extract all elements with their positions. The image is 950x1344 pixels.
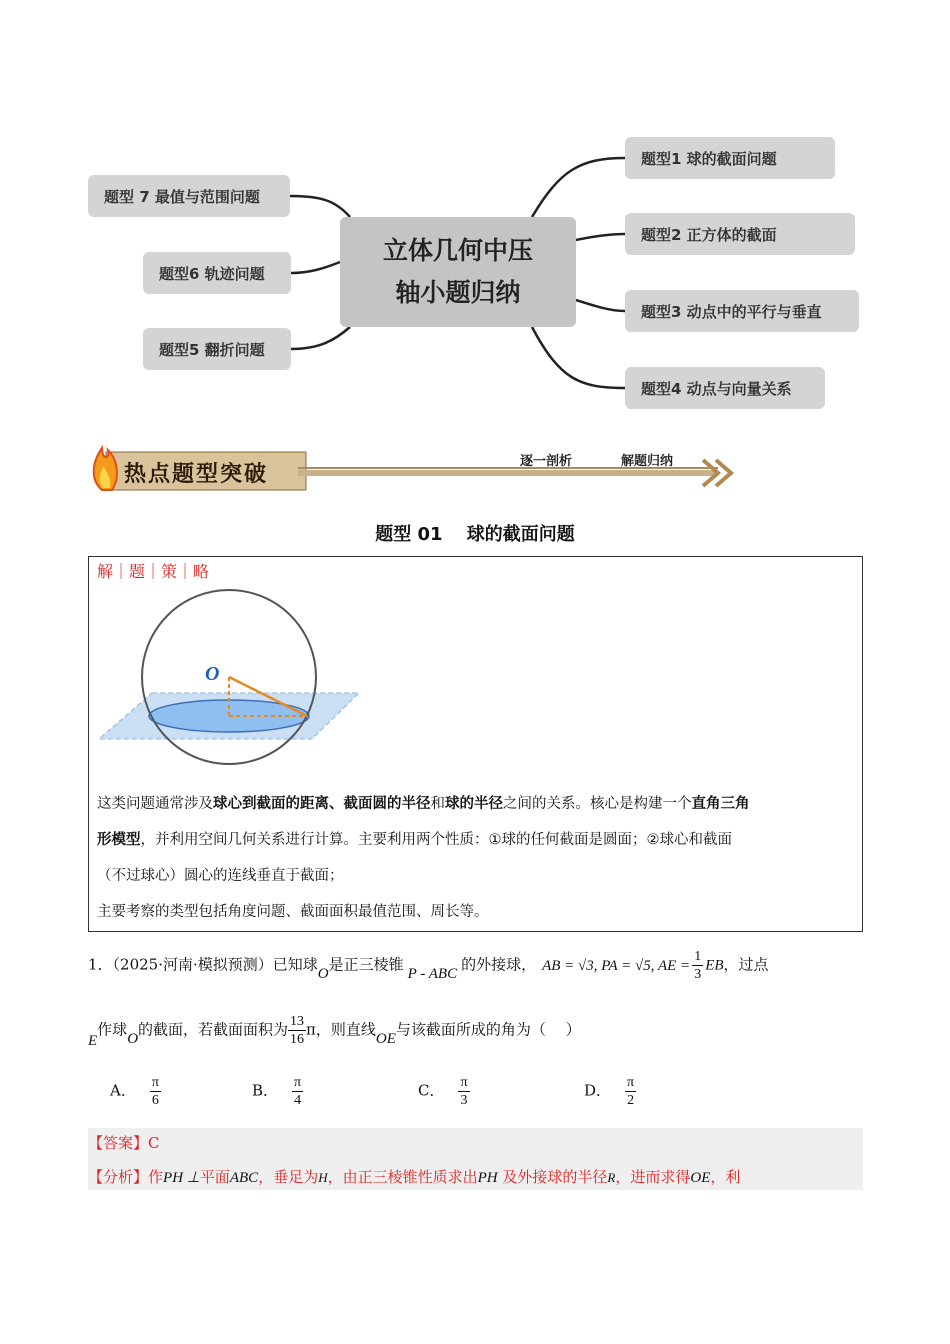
analysis-text-3: ，垂足为 <box>258 1168 319 1186</box>
math-line-oe: OE <box>375 1030 396 1047</box>
p1-bold-f: 直角三角 <box>691 796 750 812</box>
analysis-text-4: ，由正三棱锥性质求出 <box>327 1168 478 1186</box>
question-text-7: 与该截面所成的角为（ ） <box>395 1020 581 1039</box>
p1-text-a: 这类问题通常涉及 <box>97 796 213 812</box>
option-d-value <box>625 1074 636 1109</box>
option-c-value <box>458 1074 469 1109</box>
question-number: 1． <box>88 955 113 974</box>
option-b-den: 4 <box>294 1093 302 1108</box>
strategy-box <box>88 556 863 932</box>
p1-text-c: 和 <box>430 796 445 812</box>
strategy-paragraph-3: （不过球心）圆心的连线垂直于截面； <box>97 868 344 884</box>
frac-den: 3 <box>694 967 702 982</box>
question-text-2: 的外接球， <box>461 955 537 974</box>
option-a[interactable] <box>110 1074 161 1109</box>
option-d-num: π <box>627 1075 635 1090</box>
option-d-label: D． <box>584 1081 612 1100</box>
analysis-math-3: H <box>318 1170 328 1185</box>
mindmap-node-type2 <box>625 213 855 255</box>
mindmap-node-type1 <box>625 137 835 179</box>
area-num: 13 <box>290 1014 305 1029</box>
option-d[interactable] <box>584 1074 636 1109</box>
strategy-paragraph-1 <box>97 786 852 822</box>
math-pyramid: P - ABC <box>407 965 458 982</box>
math-point-e: E <box>88 1032 98 1049</box>
question-1-line-1 <box>88 948 769 983</box>
analysis-text-6: ，进而求得 <box>615 1168 691 1186</box>
option-b[interactable] <box>252 1074 303 1109</box>
option-d-den: 2 <box>627 1093 635 1108</box>
math-area-fraction <box>288 1013 306 1048</box>
analysis-text-5: 及外接球的半径 <box>497 1168 608 1186</box>
analysis-math-1: PH ⊥ <box>163 1170 200 1186</box>
strategy-paragraph-4: 主要考察的类型包括角度问题、截面面积最值范围、周长等。 <box>97 904 489 920</box>
analysis-text-2: 平面 <box>199 1168 230 1186</box>
mindmap-node-type3-label: 题型3 动点中的平行与垂直 <box>641 302 822 321</box>
question-text-5: 的截面，若截面面积为 <box>138 1020 289 1039</box>
mindmap-node-type6 <box>143 252 291 294</box>
math-fraction-1-3 <box>692 948 703 983</box>
option-c[interactable] <box>418 1074 470 1109</box>
mindmap-node-type5-label: 题型5 翻折问题 <box>159 340 265 359</box>
mindmap-node-type7 <box>88 175 290 217</box>
banner-subtitle-1: 逐一剖析 <box>520 454 573 469</box>
math-eb: EB <box>705 957 724 974</box>
p2-bold-a: 形模型 <box>97 832 141 848</box>
mindmap-node-type3 <box>625 290 859 332</box>
p1-bold-d: 球的半径 <box>445 796 503 812</box>
mindmap-node-type6-label: 题型6 轨迹问题 <box>159 264 265 283</box>
p1-text-e: 之间的关系。核心是构建一个 <box>503 796 692 812</box>
answer-line <box>88 1132 160 1153</box>
option-a-label: A． <box>110 1081 136 1100</box>
area-den: 16 <box>290 1032 305 1047</box>
math-ball-o: O <box>317 965 329 982</box>
option-a-value <box>150 1074 161 1109</box>
p1-bold-b: 球心到截面的距离、截面圆的半径 <box>213 796 431 812</box>
analysis-math-5: R <box>607 1170 616 1185</box>
analysis-math-4: PH <box>477 1170 498 1186</box>
frac-num: 1 <box>694 949 702 964</box>
question-1-line-2 <box>88 1013 581 1048</box>
mindmap-node-type4-label: 题型4 动点与向量关系 <box>641 379 792 398</box>
math-ball-o-2: O <box>127 1030 139 1047</box>
option-a-den: 6 <box>151 1093 159 1108</box>
strategy-paragraph-2 <box>97 822 852 858</box>
sphere-section-diagram <box>97 587 367 767</box>
math-conditions: AB = √3, PA = √5, AE = <box>542 957 691 974</box>
option-c-den: 3 <box>460 1093 468 1108</box>
analysis-line <box>88 1166 740 1187</box>
analysis-math-6: OE <box>690 1170 711 1186</box>
strategy-label: 解｜题｜策｜略 <box>97 562 210 581</box>
answer-box <box>88 1128 863 1190</box>
question-text-6: ，则直线 <box>315 1020 376 1039</box>
section-title: 题型 01 球的截面问题 <box>375 524 575 545</box>
option-b-value <box>292 1074 303 1109</box>
mindmap-center <box>340 217 576 327</box>
math-pi: π <box>306 1020 316 1039</box>
question-text-3: ，过点 <box>723 955 769 974</box>
question-text-4: 作球 <box>97 1020 128 1039</box>
option-c-label: C． <box>418 1081 445 1100</box>
option-a-num: π <box>151 1075 159 1090</box>
p2-text-b: ，并利用空间几何关系进行计算。主要利用两个性质：①球的任何截面是圆面；②球心和截面 <box>140 832 732 848</box>
hot-topic-banner <box>88 440 748 496</box>
mindmap-node-type7-label: 题型 7 最值与范围问题 <box>104 187 260 206</box>
option-b-num: π <box>294 1075 302 1090</box>
banner-title: 热点题型突破 <box>124 461 269 487</box>
mindmap-node-type5 <box>143 328 291 370</box>
banner-subtitle-2: 解题归纳 <box>621 454 674 469</box>
answer-tag: 【答案】 <box>88 1134 149 1152</box>
analysis-text-1: 作 <box>148 1168 164 1186</box>
mindmap-node-type2-label: 题型2 正方体的截面 <box>641 225 777 244</box>
option-c-num: π <box>460 1075 468 1090</box>
center-label-o: O <box>205 663 220 685</box>
mindmap-node-type4 <box>625 367 825 409</box>
mindmap-center-line2: 轴小题归纳 <box>395 278 521 307</box>
analysis-text-7: ，利 <box>710 1168 741 1186</box>
answer-value: C <box>148 1134 160 1152</box>
option-b-label: B． <box>252 1081 279 1100</box>
question-text-1: 是正三棱锥 <box>328 955 404 974</box>
mindmap-node-type1-label: 题型1 球的截面问题 <box>641 149 777 168</box>
analysis-tag: 【分析】 <box>88 1168 149 1186</box>
question-source: （2025·河南·模拟预测）已知球 <box>112 955 318 974</box>
mindmap-center-line1: 立体几何中压 <box>382 236 533 265</box>
analysis-math-2: ABC <box>229 1170 259 1186</box>
